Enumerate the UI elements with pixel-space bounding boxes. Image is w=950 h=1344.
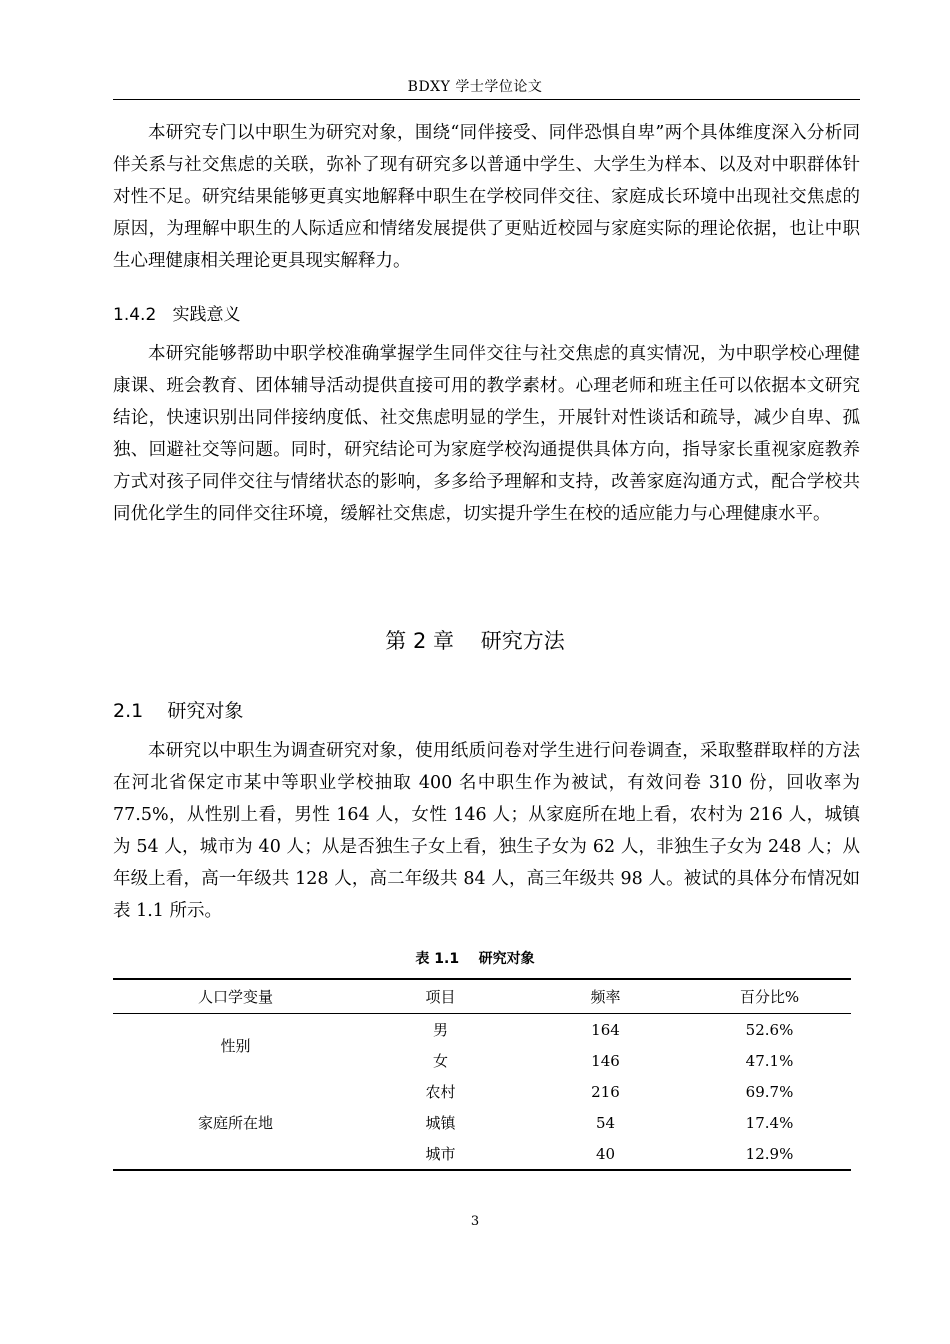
- variable-cell: 家庭所在地: [197, 1114, 273, 1132]
- section-heading-1-4-2: 1.4.2 实践意义: [113, 305, 241, 325]
- table-row: [113, 1014, 851, 1046]
- paragraph-research-subjects: 本研究以中职生为调查研究对象，使用纸质问卷对学生进行问卷调查，采取整群取样的方法在河北省保定市某中等职业学校抽取 400 名中职生作为被试，有效问卷 310 份，回收率为 77.5%，从性别上看，男性 164 人，女性 146 人；从家庭所在地上看，农村为 216 人，城镇为 54 人，城市为 40 人；从是否独生子女上看，独生子女为 62 人，非独生子女为 248 人；从年级上看，高一年级共 128 人，高二年级共 84 人，高三年级共 98 人。被试的具体分布情况如表 1.1 所示。: [113, 741, 860, 921]
- chapter-title: 第 2 章 研究方法: [385, 629, 565, 653]
- header-divider: [113, 99, 860, 100]
- column-header: 频率: [523, 979, 688, 1014]
- variable-cell: 性别: [220, 1036, 251, 1055]
- item-cell: 城市: [425, 1145, 456, 1163]
- frequency-cell: 54: [595, 1113, 616, 1132]
- frequency-cell: 146: [591, 1051, 620, 1070]
- column-header: 人口学变量: [113, 979, 358, 1014]
- frequency-cell: 216: [591, 1082, 620, 1101]
- percent-cell: 17.4%: [745, 1113, 794, 1132]
- table-header-row: [113, 979, 851, 1014]
- percent-cell: 12.9%: [745, 1144, 794, 1163]
- table-row: [113, 1076, 851, 1107]
- percent-cell: 47.1%: [745, 1051, 794, 1070]
- page-number: 3: [470, 1214, 480, 1229]
- item-cell: 男: [432, 1021, 448, 1039]
- percent-cell: 52.6%: [745, 1020, 794, 1039]
- column-header: 项目: [358, 979, 523, 1014]
- table-caption: 表 1.1 研究对象: [415, 951, 535, 967]
- paragraph-theoretical-significance: 本研究专门以中职生为研究对象，围绕“同伴接受、同伴恐惧自卑”两个具体维度深入分析同伴关系与社交焦虑的关联，弥补了现有研究多以普通中学生、大学生为样本、以及对中职群体针对性不足。研究结果能够更真实地解释中职生在学校同伴交往、家庭成长环境中出现社交焦虑的原因，为理解中职生的人际适应和情绪发展提供了更贴近校园与家庭实际的理论依据，也让中职生心理健康相关理论更具现实解释力。: [113, 123, 860, 271]
- section-heading-2-1: 2.1 研究对象: [113, 700, 244, 722]
- frequency-cell: 40: [595, 1144, 616, 1163]
- demographics-table: [113, 978, 851, 1171]
- paragraph-practical-significance: 本研究能够帮助中职学校准确掌握学生同伴交往与社交焦虑的真实情况，为中职学校心理健康课、班会教育、团体辅导活动提供直接可用的教学素材。心理老师和班主任可以依据本文研究结论，快速识别出同伴接纳度低、社交焦虑明显的学生，开展针对性谈话和疏导，减少自卑、孤独、回避社交等问题。同时，研究结论可为家庭学校沟通提供具体方向，指导家长重视家庭教养方式对孩子同伴交往与情绪状态的影响，多多给予理解和支持，改善家庭沟通方式，配合学校共同优化学生的同伴交往环境，缓解社交焦虑，切实提升学生在校的适应能力与心理健康水平。: [113, 344, 860, 524]
- running-header: BDXY 学士学位论文: [407, 79, 543, 95]
- item-cell: 城镇: [425, 1114, 456, 1132]
- frequency-cell: 164: [591, 1020, 620, 1039]
- column-header: 百分比%: [688, 979, 851, 1014]
- item-cell: 农村: [425, 1083, 456, 1101]
- item-cell: 女: [432, 1052, 448, 1070]
- percent-cell: 69.7%: [745, 1082, 794, 1101]
